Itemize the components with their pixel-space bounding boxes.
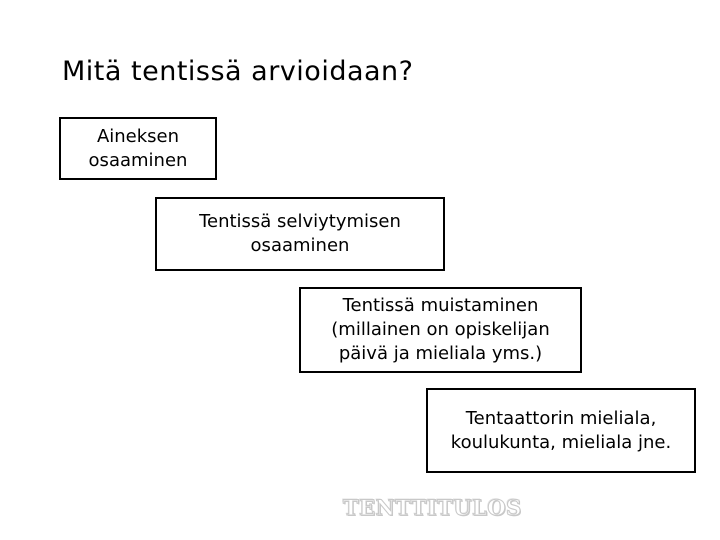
slide-title: Mitä tentissä arvioidaan? [62, 56, 414, 87]
factor-box-line: osaaminen [250, 235, 350, 256]
result-label: TENTTITULOS [343, 495, 522, 520]
factor-box-exam-memory [299, 287, 582, 373]
factor-box-line: Tentissä selviytymisen [199, 211, 401, 232]
factor-box-line: Tentissä muistaminen [342, 295, 539, 316]
factor-box-line: (millainen on opiskelijan [331, 319, 550, 340]
factor-box-examiner-mood [426, 388, 696, 473]
factor-box-line: koulukunta, mieliala jne. [450, 431, 672, 453]
factor-box-line: Tentaattorin mieliala, [465, 407, 657, 429]
factor-box-line: osaaminen [88, 149, 188, 171]
factor-box-line: päivä ja mieliala yms.) [338, 343, 543, 364]
factor-box-subject-knowledge [59, 117, 217, 180]
factor-box-exam-coping [155, 197, 445, 271]
factor-box-line: Aineksen [96, 125, 180, 147]
